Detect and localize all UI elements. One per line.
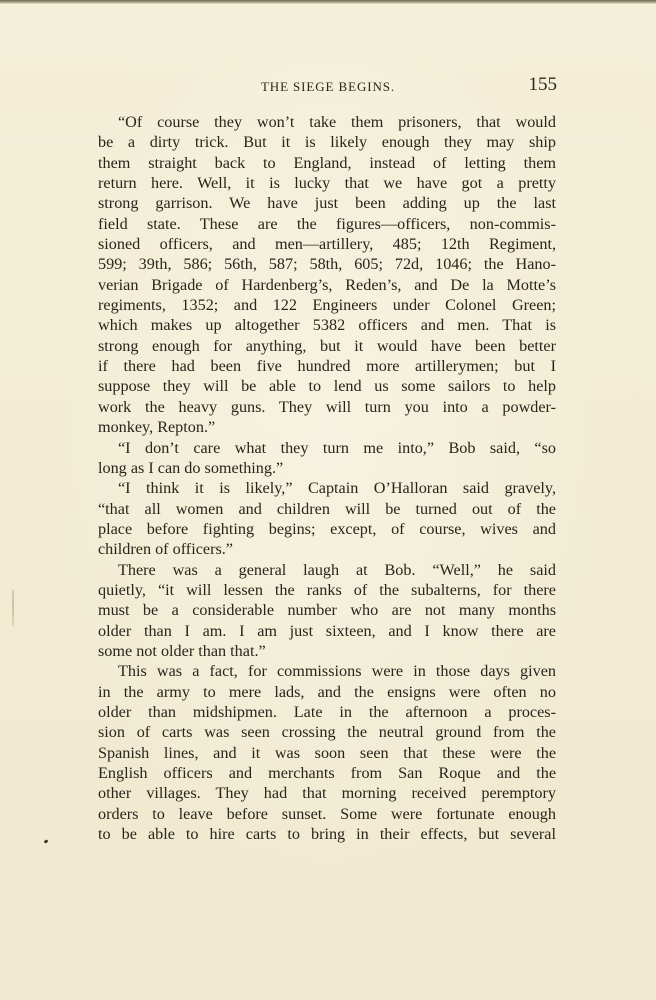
text-line: some not older than that.” — [98, 641, 266, 660]
running-head-title: THE SIEGE BEGINS. — [260, 79, 396, 94]
text-line: quietly, “it will lessen the ranks of the subalterns, for there — [98, 580, 556, 599]
text-line: verian Brigade of Hardenberg’s, Reden’s, and De la Motte’s — [98, 275, 556, 294]
text-line: orders to leave before sunset. Some were fortunate enough — [98, 804, 556, 823]
text-line: must be a considerable number who are not many months — [98, 601, 556, 620]
text-line: place before fighting begins; except, of course, wives and — [98, 519, 556, 538]
text-line: strong enough for anything, but it would have been better — [98, 336, 556, 355]
text-line: There was a general laugh at Bob. “Well,” he said — [118, 560, 556, 579]
text-line: if there had been five hundred more artillerymen; but I — [98, 357, 556, 376]
text-line: 599; 39th, 586; 56th, 587; 58th, 605; 72d, 1046; the Hano- — [98, 255, 556, 274]
text-line: field state. These are the figures—officers, non-commis- — [98, 214, 556, 233]
text-line: them straight back to England, instead of letting them — [98, 153, 556, 172]
text-line: be a dirty trick. But it is likely enough they may ship — [98, 133, 556, 152]
text-line: English officers and merchants from San Roque and the — [98, 764, 556, 782]
text-line: long as I can do something.” — [98, 458, 284, 477]
text-line: strong garrison. We have just been adding up the last — [98, 194, 556, 213]
text-line: “I don’t care what they turn me into,” Bob said, “so — [118, 438, 556, 457]
text-line: This was a fact, for commissions were in those days given — [118, 662, 556, 681]
text-line: in the army to mere lads, and the ensigns were often no — [98, 682, 556, 701]
text-line: which makes up altogether 5382 officers and men. That is — [98, 316, 556, 335]
page-top-edge — [0, 0, 656, 4]
text-line: monkey, Repton.” — [98, 418, 216, 437]
text-line: older than I am. I am just sixteen, and I know there are — [98, 621, 556, 640]
text-line: regiments, 1352; and 122 Engineers under Colonel Green; — [98, 296, 556, 315]
text-line: older than midshipmen. Late in the afternoon a proces- — [98, 702, 556, 721]
running-head — [97, 74, 559, 100]
text-line: to be able to hire carts to bring in their effects, but several — [98, 825, 556, 844]
text-line: return here. Well, it is lucky that we have got a pretty — [98, 174, 556, 193]
text-line: work the heavy guns. They will turn you into a powder- — [98, 397, 556, 416]
body-text — [98, 112, 556, 844]
text-line: “I think it is likely,” Captain O’Halloran said gravely, — [118, 479, 556, 498]
text-line: “that all women and children will be turned out of the — [98, 499, 556, 518]
text-line: “Of course they won’t take them prisoners, that would — [118, 113, 556, 131]
text-line: suppose they will be able to lend us some sailors to help — [98, 377, 556, 396]
ink-speck — [44, 839, 49, 844]
page-number: 155 — [528, 74, 557, 95]
text-line: sion of carts was seen crossing the neutral ground from the — [98, 723, 556, 742]
text-line: Spanish lines, and it was soon seen that these were the — [98, 743, 556, 762]
text-line: sioned officers, and men—artillery, 485; 12th Regiment, — [98, 235, 556, 254]
text-line: other villages. They had that morning received peremptory — [98, 784, 556, 803]
text-line: children of officers.” — [98, 540, 233, 559]
margin-stain — [12, 590, 14, 626]
